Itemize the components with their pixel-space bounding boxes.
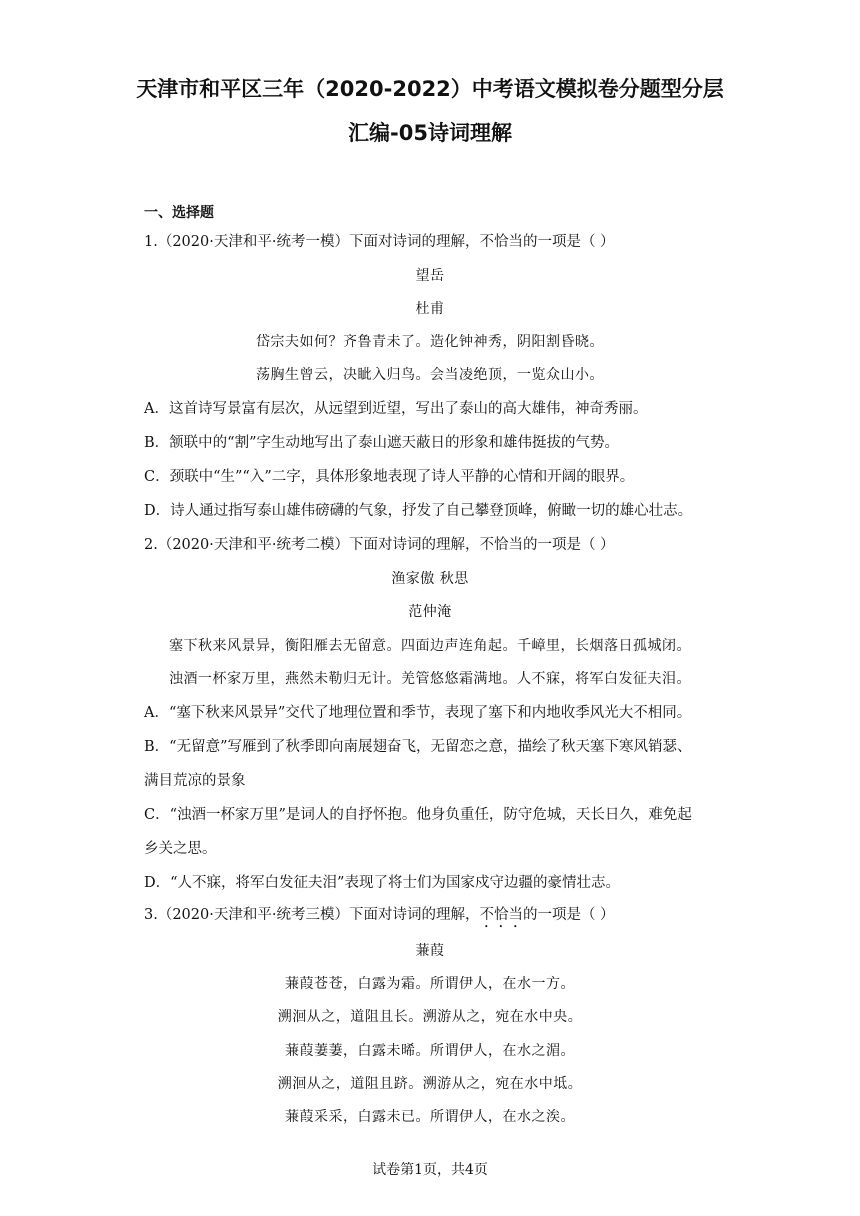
question-1-option-a: A．这首诗写景富有层次，从远望到近望，写出了泰山的高大雄伟，神奇秀丽。 [144,401,648,417]
question-1-poem-line: 岱宗夫如何？齐鲁青未了。造化钟神秀，阴阳割昏晓。 [256,334,604,350]
question-3-poem-line: 溯洄从之，道阻且跻。溯游从之，宛在水中坻。 [277,1076,583,1092]
section-heading: 一、选择题 [144,205,214,221]
question-1-stem: 1.（2020·天津和平·统考一模）下面对诗词的理解，不恰当的一项是（ ） [144,234,615,250]
question-3-stem [144,905,615,931]
page-footer: 试卷第1页，共4页 [372,1162,488,1178]
question-2-option-c-cont: 乡关之思。 [144,841,217,857]
question-3-poem-line: 蒹葭采采，白露未已。所谓伊人，在水之涘。 [285,1109,575,1125]
question-3-stem-before: 3.（2020·天津和平·统考三模）下面对诗词的理解， [144,907,480,923]
question-2-poem-title: 渔家傲 秋思 [391,571,469,587]
question-3-stem-after: 的一项是（ ） [522,907,615,923]
question-1-poem-line: 荡胸生曾云，决眦入归鸟。会当凌绝顶，一览众山小。 [256,367,604,383]
page-title-line2: 汇编-05诗词理解 [348,121,512,145]
question-1-option-d: D．诗人通过指写泰山雄伟磅礴的气象，抒发了自己攀登顶峰，俯瞰一切的雄心壮志。 [144,503,693,519]
question-3-poem-title: 蒹葭 [415,943,445,959]
question-2-option-b: B．“无留意”写雁到了秋季即向南展翅奋飞，无留恋之意，描绘了秋天塞下寒风销瑟、 [144,739,692,755]
question-2-poem-line: 浊酒一杯家万里，燕然未勒归无计。羌管悠悠霜满地。人不寐，将军白发征夫泪。 [169,671,691,687]
question-3-poem-line: 蒹葭苍苍，白露为霜。所谓伊人，在水一方。 [285,976,575,992]
question-2-option-b-cont: 满目荒凉的景象 [144,773,246,789]
question-1-poem-author: 杜甫 [415,301,445,317]
question-2-option-c: C．“浊酒一杯家万里”是词人的自抒怀抱。他身负重任，防守危城，天长日久，难免起 [144,807,692,823]
question-3-poem-line: 蒹葭萋萋，白露未晞。所谓伊人，在水之湄。 [285,1043,575,1059]
question-2-stem: 2.（2020·天津和平·统考二模）下面对诗词的理解，不恰当的一项是（ ） [144,537,615,553]
question-1-option-b: B．颔联中的“割”字生动地写出了泰山遮天蔽日的形象和雄伟挺拔的气势。 [144,435,619,451]
question-3-poem-line: 溯洄从之，道阻且长。溯游从之，宛在水中央。 [277,1009,583,1025]
question-1-poem-title: 望岳 [415,268,445,284]
question-2-option-d: D．“人不寐，将军白发征夫泪”表现了将士们为国家戍守边疆的豪情壮志。 [144,875,620,891]
question-3-stem-emphasis: 不恰当 [479,907,523,923]
question-2-option-a: A．“塞下秋来风景异”交代了地理位置和季节，表现了塞下和内地收季风光大不相同。 [144,705,692,721]
question-2-poem-author: 范仲淹 [408,604,452,620]
question-1-option-c: C．颈联中“生”“入”二字，具体形象地表现了诗人平静的心情和开阔的眼界。 [144,469,635,485]
page-title-line1: 天津市和平区三年（2020-2022）中考语文模拟卷分题型分层 [136,77,724,101]
question-2-poem-line: 塞下秋来风景异，衡阳雁去无留意。四面边声连角起。千嶂里，长烟落日孤城闭。 [169,638,691,654]
